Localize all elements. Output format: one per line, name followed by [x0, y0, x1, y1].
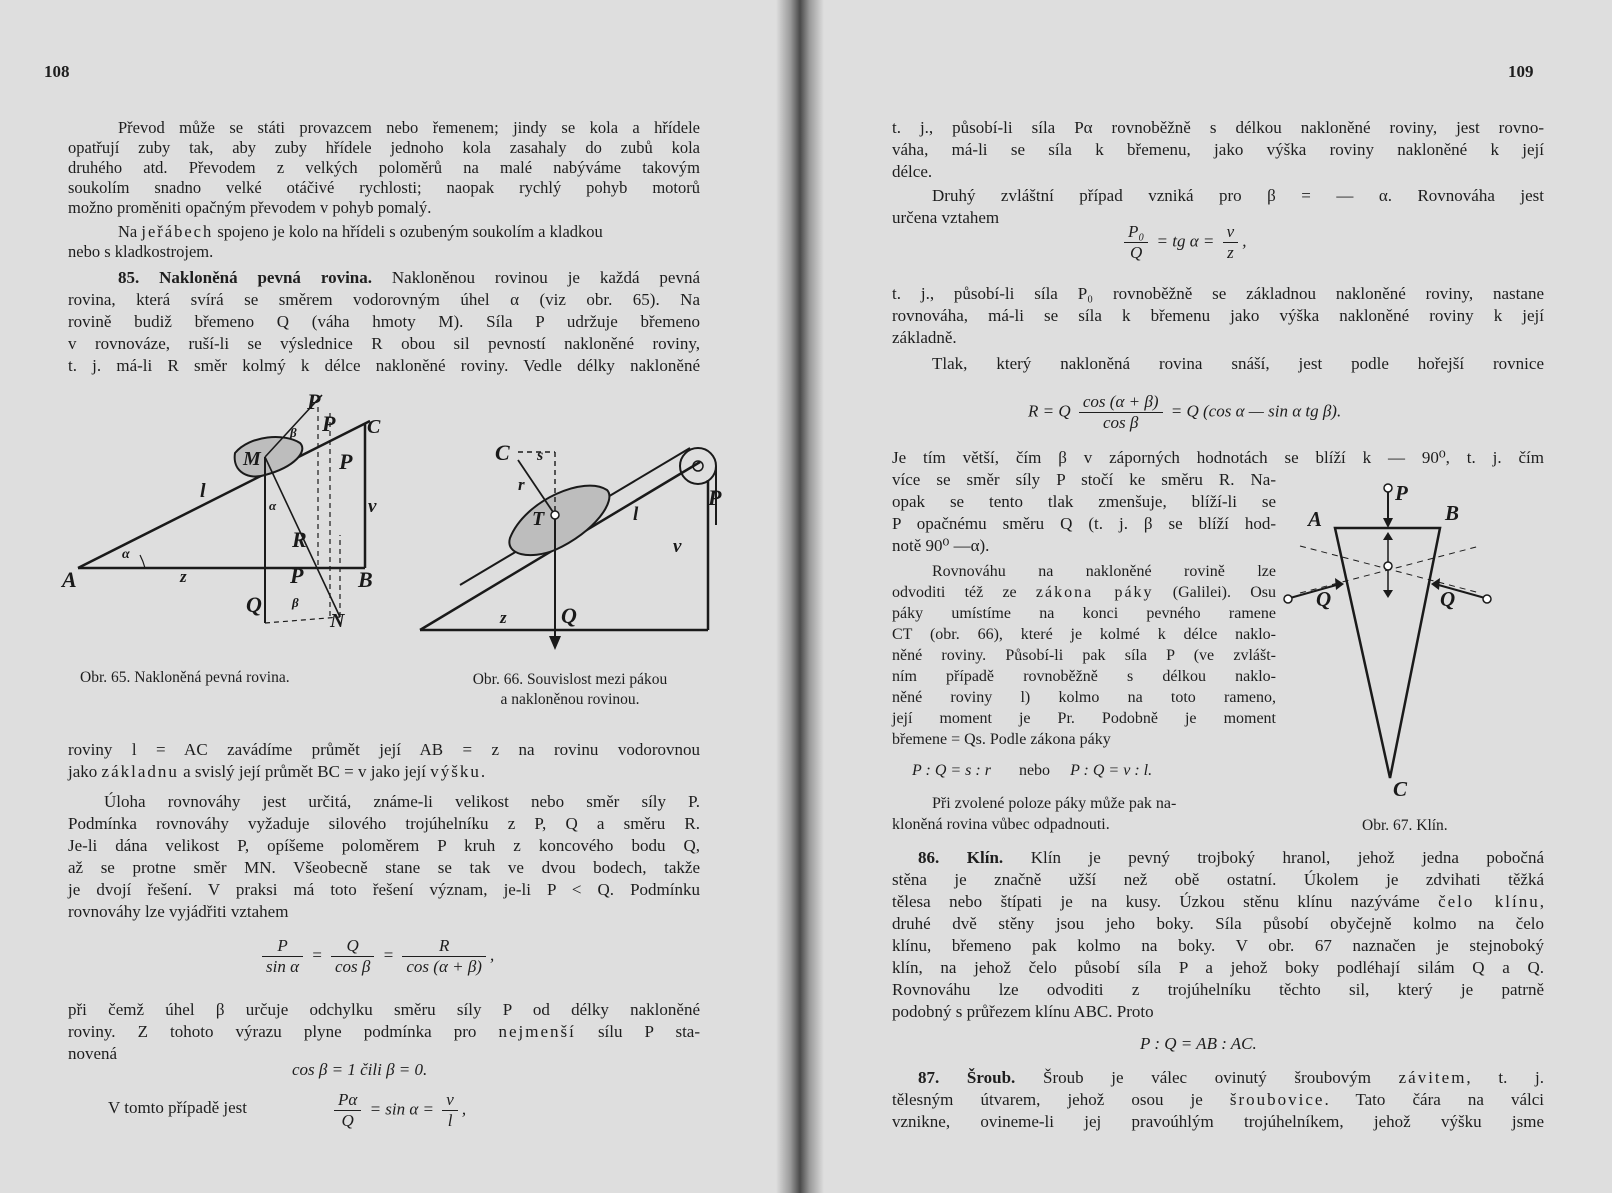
text-line: klínu, břemeno pak kolmo na boky. V obr. 67 naznačen je stejnoboký — [892, 936, 1544, 955]
fig65-label: z — [180, 567, 187, 586]
fig65-label: B — [358, 567, 373, 592]
fig66-label: T — [532, 508, 545, 530]
text-line: možno proměniti opačným převodem v pohyb pomalý. — [68, 198, 432, 217]
fig67-label: B — [1445, 501, 1460, 525]
figure-67-wedge — [1280, 478, 1540, 798]
fig65-label: R — [292, 527, 307, 552]
text-line: tělesným útvarem, jehož osou je šroubovice. Tato čára na válci — [892, 1090, 1544, 1109]
text-line: je dvojí řešení. V praksi má toto řešení význam, je-li P < Q. Podmínku — [68, 880, 700, 899]
fig65-label: P — [339, 449, 353, 474]
section-86-first-line: 86. Klín. Klín je pevný trojboký hranol, jehož jedna pobočná — [918, 848, 1545, 867]
text-line: Při zvolené poloze páky může pak na- — [932, 795, 1177, 812]
page-number-left: 108 — [44, 62, 70, 81]
fig65-label: P — [307, 389, 321, 414]
slope-line-AC — [78, 421, 370, 568]
equation-3: $\frac{P\alpha}{Q}$ = sin α = $\frac{v}{l}$ , — [330, 1090, 466, 1131]
text-line: Úloha rovnováhy jest určitá, známe-li velikost nebo směr síly P. — [104, 792, 700, 811]
force-arrow-Q-left — [1290, 584, 1340, 598]
text-line: základně. — [892, 328, 957, 347]
text-line: délce. — [892, 162, 933, 181]
fig67-label: Q — [1440, 587, 1456, 611]
fig67-label: C — [1393, 777, 1408, 798]
text-line: její moment je Pr. Podobně je moment — [892, 710, 1276, 727]
text-line: více se směr síly P stočí ke směru R. Na- — [892, 470, 1276, 489]
text-line: něné roviny. Působí-li pak síla P (ve zvlášt- — [892, 647, 1276, 664]
caption-line: Obr. 66. Souvislost mezi pákou — [472, 671, 668, 688]
text-line: Převod může se státi provazcem nebo řemenem; jindy se kola a hřídele — [118, 118, 700, 137]
fig65-label: α — [122, 547, 130, 562]
equation-7: P : Q = AB : AC. — [1140, 1034, 1257, 1053]
text-line: jako základnu a svislý její průmět BC = v jako její výšku. — [68, 762, 488, 781]
figure-66-caption — [430, 670, 710, 710]
fig66-label: Q — [561, 603, 577, 628]
text-line: klín, na jehož čelo působí síla P a jehož boky podléhají silám Q a Q. — [892, 958, 1544, 977]
section-heading: 86. Klín. — [918, 848, 1004, 867]
fig67-label: P — [1395, 481, 1408, 505]
text-line: druhé dvě stěny jsou jeho boky. Síla působí obyčejně kolmo na čelo — [892, 914, 1544, 933]
text-line: až se protne směr MN. Všeobecně stane se tak ve dvou bodech, takže — [68, 858, 700, 877]
fig66-label: r — [518, 475, 525, 494]
text-line: opatřují zuby tak, aby zuby hřídele jednoho kola zasahaly do zubů kola — [68, 138, 700, 157]
text-line: odvoditi též ze zákona páky (Galilei). Osu — [892, 584, 1277, 601]
fig65-label: v — [368, 496, 377, 517]
text-line: CT (obr. 66), které je kolmé k délce naklo- — [892, 626, 1276, 643]
fig65-label: P — [322, 411, 336, 436]
fig65-label: α — [269, 498, 277, 513]
fig67-label: Q — [1316, 587, 1332, 611]
section-heading: 87. Šroub. — [918, 1068, 1016, 1087]
text-line: rovina, která svírá se směrem vodorovným úhel α (viz obr. 65). Na — [68, 290, 700, 309]
text-line: rovnováhy lze vyjádřiti vztahem — [68, 902, 289, 921]
text-line: tělesa nebo štípati je na kusy. Úzkou stěnu klínu nazýváme čelo klínu, — [892, 892, 1545, 911]
fig66-label: s — [537, 447, 544, 464]
fig66-label: C — [495, 440, 510, 465]
equation-6: P : Q = s : r nebo P : Q = v : l. — [912, 762, 1153, 779]
fig65-label: M — [243, 448, 261, 470]
text-line: roviny l = AC zavádíme průmět její AB = z na rovinu vodorovnou — [68, 740, 700, 759]
fig65-label: C — [367, 416, 381, 438]
section-87-first-line: 87. Šroub. Šroub je válec ovinutý šroubovým závitem, t. j. — [918, 1068, 1544, 1087]
fig67-label: A — [1308, 507, 1323, 531]
text-line: podobný s průřezem klínu ABC. Proto — [892, 1002, 1154, 1021]
fig66-label: P — [708, 485, 722, 510]
equation-2: cos β = 1 čili β = 0. — [292, 1060, 428, 1079]
text-line: V tomto případě jest — [108, 1098, 247, 1117]
text-line: roviny. Z tohoto výrazu plyne podmínka pro nejmenší sílu P sta- — [68, 1022, 700, 1041]
page-number-right: 109 — [1508, 62, 1534, 81]
fig65-label: A — [62, 567, 77, 592]
figure-65-inclined-plane — [60, 385, 400, 640]
fig65-label: Q — [246, 592, 262, 617]
text-line: Rovnováhu na nakloněné rovině lze — [932, 563, 1276, 580]
text-line: při čemž úhel β určuje odchylku směru síly P od délky nakloněné — [68, 1000, 700, 1019]
text-line: t. j. má-li R směr kolmý k délce nakloněné roviny. Vedle délky nakloněné — [68, 356, 700, 375]
load-body — [509, 486, 609, 556]
book-gutter — [776, 0, 824, 1193]
text-line: soukolím snadno velké otáčivé rychlosti; naopak rychlý pohyb motorů — [68, 178, 700, 197]
text-line: něné roviny l) kolmo na toto rameno, — [892, 689, 1276, 706]
text-line: rovině budiž břemeno Q (váha hmoty M). Síla P udržuje břemeno — [68, 312, 700, 331]
fig66-label: z — [500, 608, 507, 627]
text-line: notě 90⁰ —α). — [892, 536, 990, 555]
equation-5: R = Q $\frac{\cos (\alpha + \beta)}{\text{cos β}}$ = Q (cos α — sin α tg β). — [1028, 392, 1342, 432]
text-line: páky umístíme na konci pevného ramene — [892, 605, 1276, 622]
equation-4: $\frac{\text{P₀}}{Q}$ = tg α = $\frac{v}{z}$ , — [1120, 222, 1246, 263]
fig65-label: β — [290, 425, 297, 440]
text-line: Druhý zvláštní případ vzniká pro β = — α. Rovnováha jest — [932, 186, 1544, 205]
fig65-label: l — [200, 480, 206, 502]
text-line: ním případě rovnoběžně s délkou naklo- — [892, 668, 1276, 685]
fig66-label: l — [633, 504, 639, 525]
text-line: Na jeřábech spojeno je kolo na hřídeli s ozubeným soukolím a kladkou — [118, 222, 603, 241]
fig65-label: β — [292, 595, 299, 610]
text-line: novená — [68, 1044, 118, 1063]
text-line: v rovnováze, ruší-li se výslednice R obou sil pevností nakloněné roviny, — [68, 334, 700, 353]
fig65-label: N — [330, 610, 345, 632]
figure-66-lever-plane — [415, 440, 735, 665]
text-line: Tlak, který nakloněná rovina snáší, jest podle hořejší rovnice — [932, 354, 1544, 373]
figure-65-caption: Obr. 65. Nakloněná pevná rovina. — [80, 669, 290, 686]
right-page — [800, 0, 1612, 1193]
section-heading: 85. Nakloněná pevná rovina. — [118, 268, 372, 287]
text-line: určena vztahem — [892, 208, 1000, 227]
text-line: t. j., působí-li síla Pα rovnoběžně s délkou nakloněné roviny, jest rovno- — [892, 118, 1544, 137]
text-line: rovnováha, má-li se síla k břemenu jako výška nakloněné roviny k její — [892, 306, 1544, 325]
text-line: t. j., působí-li síla P₀ rovnoběžně se základnou nakloněné roviny, nastane — [892, 284, 1544, 303]
figure-67-caption: Obr. 67. Klín. — [1362, 817, 1448, 834]
text-line: nebo s kladkostrojem. — [68, 242, 214, 261]
left-page — [0, 0, 792, 1193]
text-line: druhého atd. Převodem z velkých poloměrů na malé nabýváme takovým — [68, 158, 700, 177]
text-line: kloněná rovina vůbec odpadnouti. — [892, 816, 1110, 833]
text-line: Je-li dána velikost P, opíšeme poloměrem P kruh z koncového bodu Q, — [68, 836, 700, 855]
text-line: břemene = Qs. Podle zákona páky — [892, 731, 1111, 748]
text-line: Rovnováhu lze odvoditi z trojúhelníku těchto sil, který je patrně — [892, 980, 1544, 999]
text-line: opak se tento tlak zmenšuje, blíží-li se — [892, 492, 1276, 511]
text-line: Je tím větší, čím β v záporných hodnotách se blíží k — 90⁰, t. j. čím — [892, 448, 1544, 467]
pulley — [680, 448, 716, 484]
text-line: váha, má-li se síla k břemenu, jako výška roviny nakloněné k její — [892, 140, 1544, 159]
text-line: P opačnému směru Q (t. j. β se blíží hod- — [892, 514, 1276, 533]
equation-1: $\frac{P}{\text{sin α}}$ = $\frac{Q}{\text{cos β}}$ = $\frac{R}{\cos (\alpha + \beta)}$ , — [258, 936, 494, 977]
text-line: stěna je značně užší než obě ostatní. Úkolem je zdvihati těžká — [892, 870, 1544, 889]
caption-line: a nakloněnou rovinou. — [500, 691, 640, 708]
section-85-first-line: 85. Nakloněná pevná rovina. Nakloněnou rovinou je každá pevná — [118, 268, 700, 287]
text-line: Podmínka rovnováhy vyžaduje silového trojúhelníku z P, Q a směru R. — [68, 814, 700, 833]
fig66-label: v — [673, 536, 682, 557]
fig65-label: P — [290, 563, 304, 588]
text-line: vznikne, ovineme-li jej pravoúhlým trojúhelníkem, jehož výšku jsme — [892, 1112, 1544, 1131]
